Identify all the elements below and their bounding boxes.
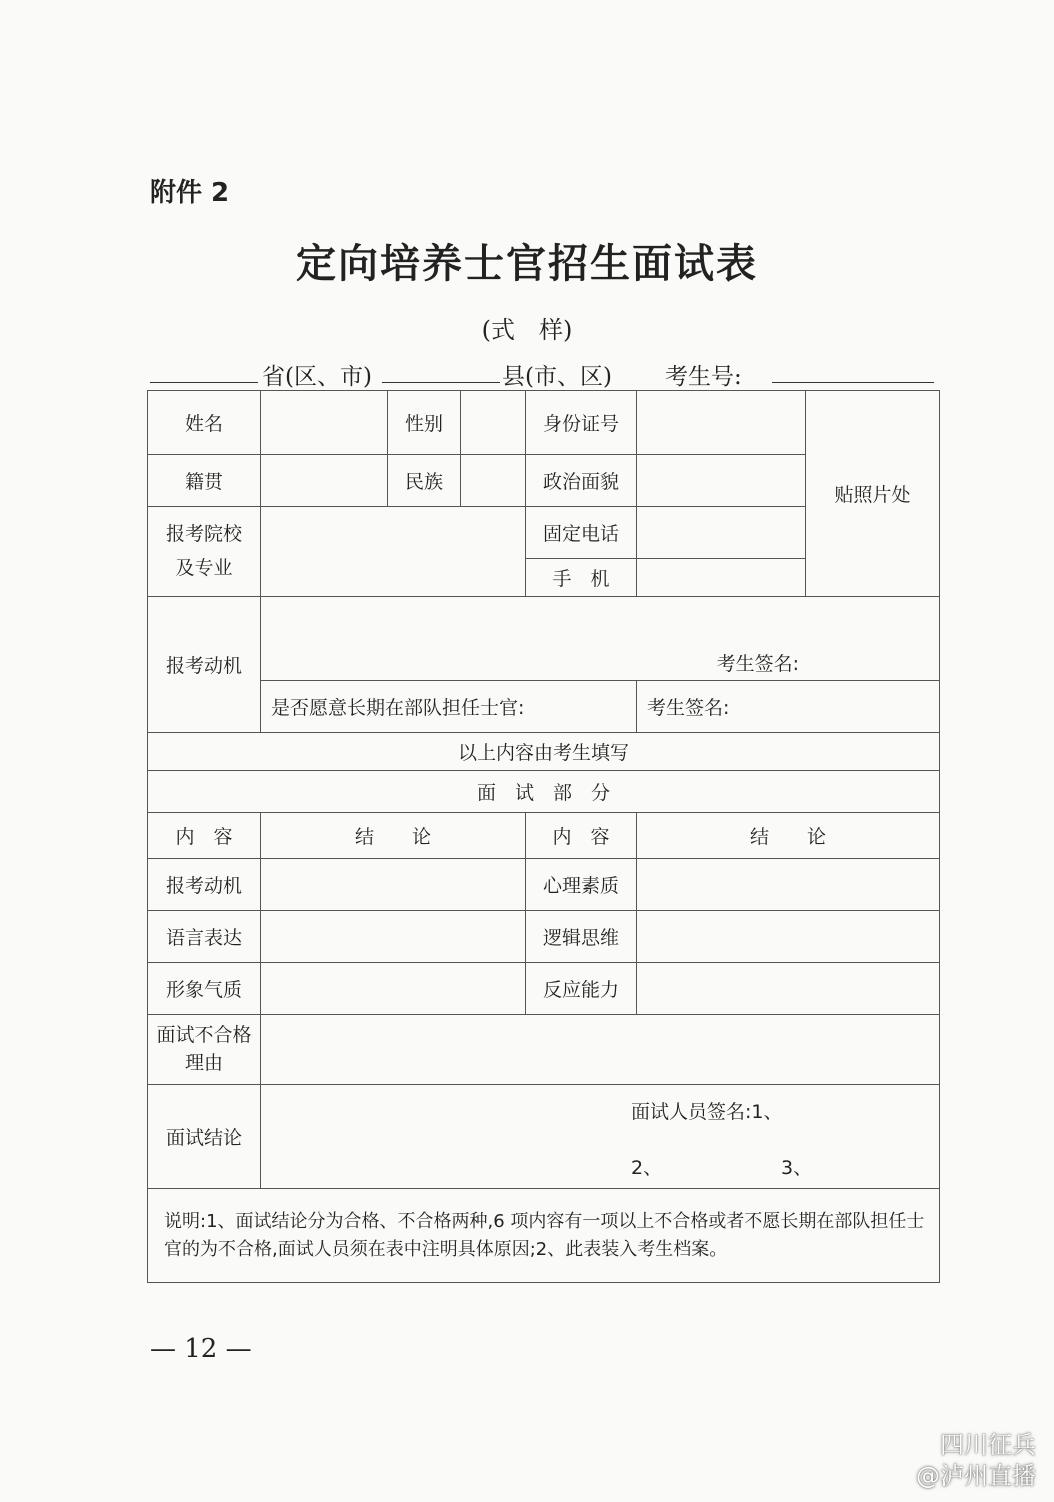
interviewer-sign-label: 面试人员签名:1、 bbox=[631, 1101, 783, 1123]
candidate-sign-label-2: 考生签名: bbox=[637, 681, 940, 733]
province-label: 省(区、市) bbox=[262, 364, 372, 390]
id-number-field[interactable] bbox=[637, 391, 806, 455]
ethnicity-field[interactable] bbox=[461, 455, 526, 507]
page-number: — 12 — bbox=[150, 1334, 252, 1364]
gender-label: 性别 bbox=[388, 391, 461, 455]
motive-label: 报考动机 bbox=[148, 597, 261, 733]
photo-placeholder: 贴照片处 bbox=[806, 391, 940, 597]
fail-reason-field[interactable] bbox=[261, 1015, 940, 1085]
conclusion-header-2: 结 论 bbox=[637, 813, 940, 859]
gender-field[interactable] bbox=[461, 391, 526, 455]
interview-section-header: 面 试 部 分 bbox=[148, 771, 940, 813]
mobile-label: 手 机 bbox=[526, 559, 637, 597]
item-psych-label: 心理素质 bbox=[526, 859, 637, 911]
mobile-field[interactable] bbox=[637, 559, 806, 597]
willing-serve-label: 是否愿意长期在部队担任士官: bbox=[261, 681, 637, 733]
item-reaction-label: 反应能力 bbox=[526, 963, 637, 1015]
result-label: 面试结论 bbox=[148, 1085, 261, 1189]
county-label: 县(市、区) bbox=[502, 364, 612, 390]
landline-label: 固定电话 bbox=[526, 507, 637, 559]
county-blank[interactable] bbox=[382, 382, 500, 383]
page-title: 定向培养士官招生面试表 bbox=[296, 240, 758, 287]
province-blank[interactable] bbox=[150, 382, 258, 383]
exam-number-blank[interactable] bbox=[772, 382, 934, 383]
item-logic-field[interactable] bbox=[637, 911, 940, 963]
item-motive-label: 报考动机 bbox=[148, 859, 261, 911]
native-place-label: 籍贯 bbox=[148, 455, 261, 507]
fail-reason-label: 面试不合格理由 bbox=[148, 1015, 261, 1085]
candidate-sign-label: 考生签名: bbox=[716, 653, 800, 675]
motive-field[interactable] bbox=[261, 597, 940, 681]
landline-field[interactable] bbox=[637, 507, 806, 559]
ethnicity-label: 民族 bbox=[388, 455, 461, 507]
content-header: 内 容 bbox=[148, 813, 261, 859]
conclusion-header: 结 论 bbox=[261, 813, 526, 859]
id-number-label: 身份证号 bbox=[526, 391, 637, 455]
watermark bbox=[916, 1430, 1036, 1492]
watermark-line-1: 四川征兵 bbox=[940, 1430, 1036, 1459]
item-image-field[interactable] bbox=[261, 963, 526, 1015]
sample-subtitle: (式 样) bbox=[481, 316, 573, 344]
result-field[interactable] bbox=[261, 1085, 940, 1189]
native-place-field[interactable] bbox=[261, 455, 388, 507]
item-reaction-field[interactable] bbox=[637, 963, 940, 1015]
item-psych-field[interactable] bbox=[637, 859, 940, 911]
interview-form-table bbox=[147, 390, 940, 1283]
interviewer-sign-3: 3、 bbox=[781, 1157, 813, 1179]
political-status-field[interactable] bbox=[637, 455, 806, 507]
notes-text: 说明:1、面试结论分为合格、不合格两种,6 项内容有一项以上不合格或者不愿长期在部队担任士官的为不合格,面试人员须在表中注明具体原因;2、此表装入考生档案。 bbox=[148, 1189, 940, 1283]
attachment-label: 附件 2 bbox=[150, 178, 230, 208]
exam-number-label: 考生号: bbox=[665, 364, 742, 390]
filled-by-candidate-note: 以上内容由考生填写 bbox=[148, 733, 940, 771]
name-label: 姓名 bbox=[148, 391, 261, 455]
interviewer-sign-2: 2、 bbox=[631, 1157, 663, 1179]
school-major-field[interactable] bbox=[261, 507, 526, 597]
item-motive-field[interactable] bbox=[261, 859, 526, 911]
content-header-2: 内 容 bbox=[526, 813, 637, 859]
name-field[interactable] bbox=[261, 391, 388, 455]
watermark-line-2: @泸州直播 bbox=[916, 1461, 1036, 1490]
item-logic-label: 逻辑思维 bbox=[526, 911, 637, 963]
school-major-label: 报考院校 及专业 bbox=[148, 507, 261, 597]
political-status-label: 政治面貌 bbox=[526, 455, 637, 507]
item-language-field[interactable] bbox=[261, 911, 526, 963]
item-image-label: 形象气质 bbox=[148, 963, 261, 1015]
item-language-label: 语言表达 bbox=[148, 911, 261, 963]
